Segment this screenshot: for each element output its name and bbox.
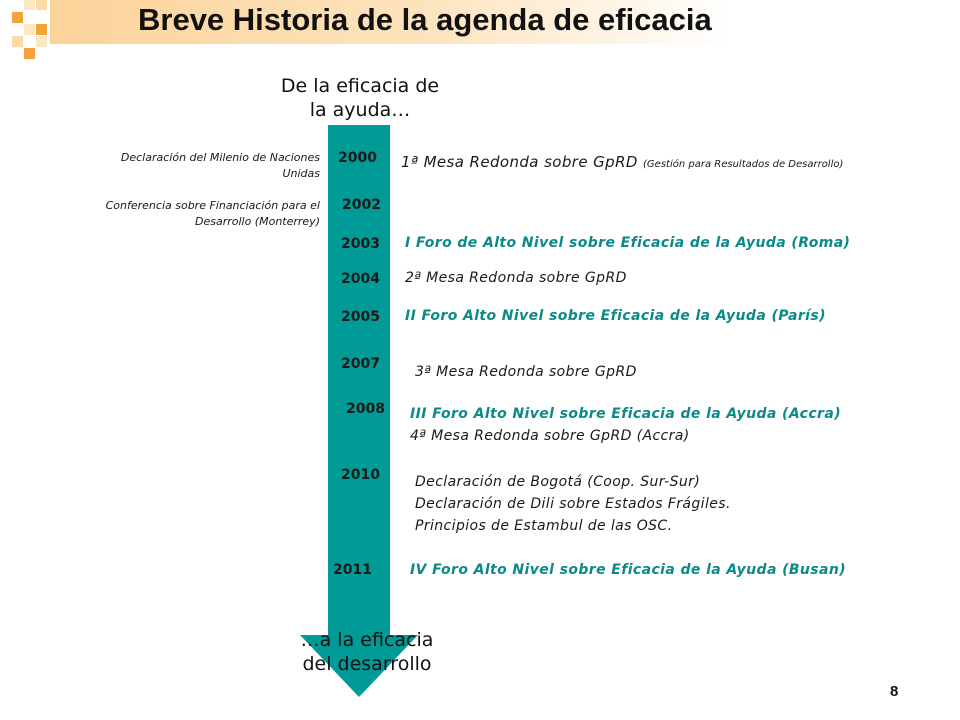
deco-square [36, 0, 47, 10]
deco-square [36, 36, 47, 47]
year-2004: 2004 [341, 271, 380, 287]
deco-square [24, 24, 35, 35]
timeline-start-label: De la eficacia de la ayuda… [280, 75, 440, 121]
year-2007: 2007 [341, 356, 380, 372]
event-2010-bogota: Declaración de Bogotá (Coop. Sur-Sur) [415, 474, 701, 490]
event-2003: I Foro de Alto Nivel sobre Eficacia de la Ayuda (Roma) [405, 235, 851, 251]
year-2000: 2000 [338, 150, 377, 166]
deco-square [12, 12, 23, 23]
deco-square [24, 48, 35, 59]
event-2000: 1ª Mesa Redonda sobre GpRD (Gestión para Resultados de Desarrollo) [401, 153, 844, 171]
event-2007: 3ª Mesa Redonda sobre GpRD [415, 364, 637, 380]
deco-square [24, 0, 35, 10]
event-2010-dili: Declaración de Dili sobre Estados Frágiles. [415, 496, 731, 512]
year-2011: 2011 [333, 562, 372, 578]
event-2004: 2ª Mesa Redonda sobre GpRD [405, 270, 627, 286]
deco-square [36, 24, 47, 35]
left-event-milenio: Declaración del Milenio de Naciones Unidas [120, 151, 320, 180]
left-event-monterrey: Conferencia sobre Financiación para el Desarrollo (Monterrey) [105, 199, 320, 228]
event-2005: II Foro Alto Nivel sobre Eficacia de la Ayuda (París) [405, 308, 826, 324]
page-number: 8 [890, 683, 899, 700]
event-2011: IV Foro Alto Nivel sobre Eficacia de la Ayuda (Busan) [410, 562, 847, 578]
deco-square [12, 36, 23, 47]
timeline-end-label: …a la eficacia del desarrollo [300, 629, 434, 675]
year-2008: 2008 [346, 401, 385, 417]
year-2003: 2003 [341, 236, 380, 252]
slide-title: Breve Historia de la agenda de eficacia [138, 2, 712, 37]
event-2010-estambul: Principios de Estambul de las OSC. [415, 518, 673, 534]
year-2010: 2010 [341, 467, 380, 483]
year-2002: 2002 [342, 197, 381, 213]
year-2005: 2005 [341, 309, 380, 325]
event-2008-foro: III Foro Alto Nivel sobre Eficacia de la Ayuda (Accra) [410, 406, 841, 422]
event-2008-mesa: 4ª Mesa Redonda sobre GpRD (Accra) [410, 428, 690, 444]
